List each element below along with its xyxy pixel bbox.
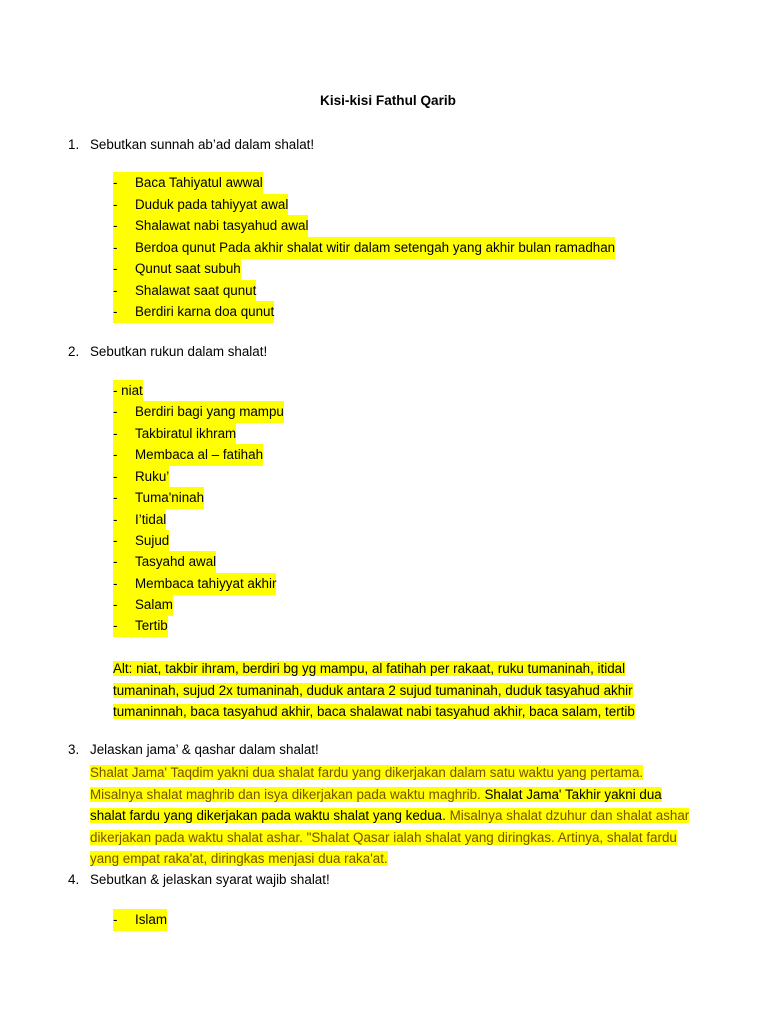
- question-number: 2.: [68, 344, 80, 359]
- document-title: Kisi-kisi Fathul Qarib: [320, 93, 456, 108]
- list-item: - Duduk pada tahiyyat awal: [113, 194, 288, 216]
- question-text: Jelaskan jama’ & qashar dalam shalat!: [90, 742, 319, 757]
- list-item: - Takbiratul ikhram: [113, 423, 236, 445]
- answer-segment: Shalat Jama' Taqdim yakni dua shalat fardu yang dikerjakan dalam satu waktu yang pertama.: [90, 765, 644, 780]
- list-item: - Tertib: [113, 615, 168, 637]
- question-number: 3.: [68, 742, 80, 757]
- list-item: - Islam: [113, 909, 167, 931]
- question-number: 4.: [68, 872, 80, 887]
- list-item: - Membaca tahiyyat akhir: [113, 573, 276, 595]
- alt-line: tumaninah, sujud 2x tumaninah, duduk antara 2 sujud tumaninah, duduk tasyahud akhir: [113, 682, 633, 698]
- list-item: - Ruku’: [113, 466, 169, 488]
- answer-segment: Misalnya shalat dzuhur dan shalat ashar dikerjakan pada waktu shalat ashar. "Shalat Qasar ialah shalat yang diringkas. Artinya, shalat fardu yang empat raka'at, diringkas menjasi dua raka'at.: [90, 808, 690, 867]
- answer-segment: Misalnya shalat maghrib dan isya dikerjakan pada waktu maghrib.: [90, 786, 481, 802]
- list-item: - Berdiri bagi yang mampu: [113, 401, 284, 423]
- list-item: - Shalawat nabi tasyahud awal: [113, 215, 308, 237]
- list-item: - Qunut saat subuh: [113, 258, 241, 280]
- list-item: - Baca Tahiyatul awwal: [113, 172, 263, 194]
- list-item: - Shalawat saat qunut: [113, 280, 256, 302]
- question-text: Sebutkan sunnah ab’ad dalam shalat!: [90, 137, 315, 152]
- q3-answer: [90, 762, 690, 870]
- list-item: - Tasyahd awal: [113, 551, 216, 573]
- question-text: Sebutkan rukun dalam shalat!: [90, 344, 268, 359]
- alt-line: Alt: niat, takbir ihram, berdiri bg yg mampu, al fatihah per rakaat, ruku tumaninah, itidal: [113, 661, 626, 676]
- question-text: Sebutkan & jelaskan syarat wajib shalat!: [90, 872, 330, 887]
- alt-line: tumaninnah, baca tasyahud akhir, baca shalawat nabi tasyahud akhir, baca salam, tertib: [113, 704, 635, 720]
- list-item: - Membaca al – fatihah: [113, 444, 263, 466]
- list-item: - Berdiri karna doa qunut: [113, 301, 274, 323]
- list-item: - I’tidal: [113, 509, 166, 531]
- list-item: - niat: [113, 380, 143, 402]
- list-item: - Sujud: [113, 530, 169, 552]
- list-item: - Salam: [113, 594, 173, 616]
- list-item: - Berdoa qunut Pada akhir shalat witir dalam setengah yang akhir bulan ramadhan: [113, 237, 615, 259]
- answer-segment: Shalat Jama' Takhir yakni dua shalat fardu yang dikerjakan pada waktu shalat yang kedua.: [90, 786, 662, 824]
- list-item: - Tuma'ninah: [113, 487, 204, 509]
- question-number: 1.: [68, 137, 80, 152]
- q2-alt-answer: [113, 658, 673, 723]
